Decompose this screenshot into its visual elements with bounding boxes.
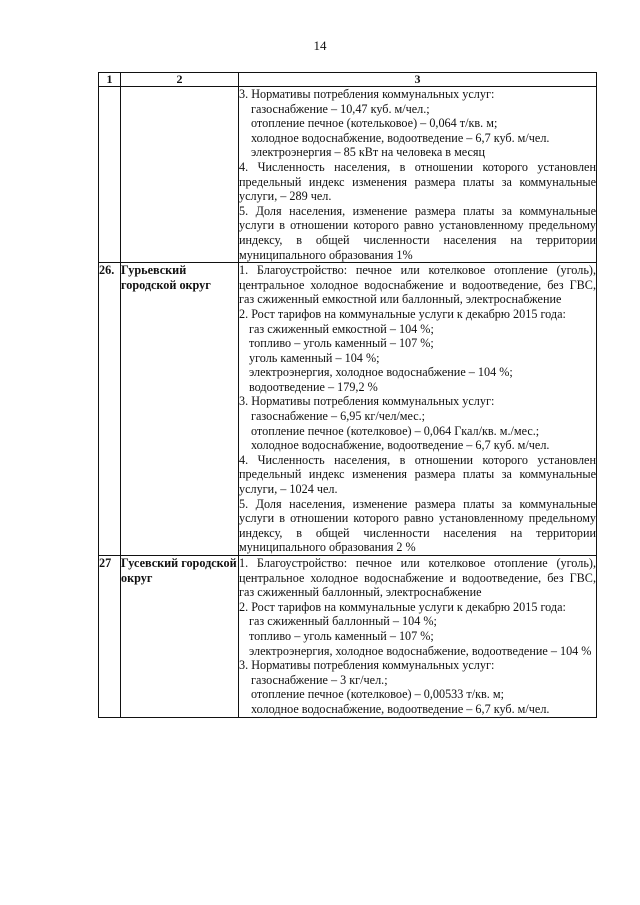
content-line: 2. Рост тарифов на коммунальные услуги к декабрю 2015 года: [239,306,566,321]
table-header-row [99,73,597,87]
content-line: уголь каменный – 104 %; [249,350,380,365]
row-number-cell: 26. [99,263,121,556]
content-line: отопление печное (котелковое) – 0,064 Гкал/кв. м./мес.; [251,423,540,438]
content-line: газоснабжение – 3 кг/чел.; [251,672,388,687]
content-line: холодное водоснабжение, водоотведение – 6,7 куб. м/чел. [251,438,550,453]
municipal-data-table [98,72,597,718]
content-line: холодное водоснабжение, водоотведение – 6,7 куб. м/чел. [251,130,550,145]
content-line: газ сжиженный баллонный – 104 %; [249,614,437,629]
content-line: 4. Численность населения, в отношении которого установлен предельный индекс изменения размера платы за коммунальные услуги, – 1024 чел. [239,452,596,497]
content-line: 2. Рост тарифов на коммунальные услуги к декабрю 2015 года: [239,599,566,614]
content-line: холодное водоснабжение, водоотведение – 6,7 куб. м/чел. [251,701,550,716]
content-line: 3. Нормативы потребления коммунальных услуг: [239,394,495,409]
table-row-26 [99,263,597,556]
content-line: топливо – уголь каменный – 107 %; [249,336,434,351]
table-row-27 [99,556,597,718]
header-col-1: 1 [99,73,121,87]
header-col-3: 3 [239,73,597,87]
content-line: 1. Благоустройство: печное или котелковое отопление (уголь), центральное холодное водоснабжение и водоотведение, без ГВС, газ сжиженный баллонный, электроснабжение [239,556,596,600]
municipality-cell: Гусевский городской округ [121,556,239,718]
header-col-2: 2 [121,73,239,87]
content-line: газоснабжение – 10,47 куб. м/чел.; [251,101,430,116]
content-line: электроэнергия – 85 кВт на человека в месяц [251,145,486,160]
page-number: 14 [313,38,327,53]
content-line: отопление печное (котельковое) – 0,064 т/кв. м; [251,116,498,131]
content-line: водоотведение – 179,2 % [249,379,378,394]
content-line: топливо – уголь каменный – 107 %; [249,628,434,643]
content-cell [239,87,597,263]
row-number-cell [99,87,121,263]
content-line: электроэнергия, холодное водоснабжение – 104 %; [249,365,513,380]
content-line: газ сжиженный емкостной – 104 %; [249,321,434,336]
content-line: 3. Нормативы потребления коммунальных услуг: [239,87,495,101]
content-line: 3. Нормативы потребления коммунальных услуг: [239,658,495,673]
content-line: 1. Благоустройство: печное или котелковое отопление (уголь), центральное холодное водоснабжение и водоотведение, без ГВС, газ сжиженный емкостной или баллонный, электроснабжение [239,263,596,307]
content-line: газоснабжение – 6,95 кг/чел/мес.; [251,409,426,424]
content-cell [239,556,597,718]
municipality-cell: Гурьевский городской округ [121,263,239,556]
content-line: 4. Численность населения, в отношении которого установлен предельный индекс изменения размера платы за коммунальные услуги, – 289 чел. [239,159,596,204]
content-line: электроэнергия, холодное водоснабжение, водоотведение – 104 % [249,643,592,658]
content-cell [239,263,597,556]
content-line: отопление печное (котелковое) – 0,00533 т/кв. м; [251,687,504,702]
municipality-cell [121,87,239,263]
content-line: 5. Доля населения, изменение размера платы за коммунальные услуги в отношении которого равно установленному предельному индексу, в общей численности населения на территории муниципального образования 2 % [239,496,596,555]
content-line: 5. Доля населения, изменение размера платы за коммунальные услуги в отношении которого равно установленному предельному индексу, в общей численности населения на территории муниципального образования 1% [239,203,596,262]
table-row-continuation [99,87,597,263]
row-number-cell: 27 [99,556,121,718]
